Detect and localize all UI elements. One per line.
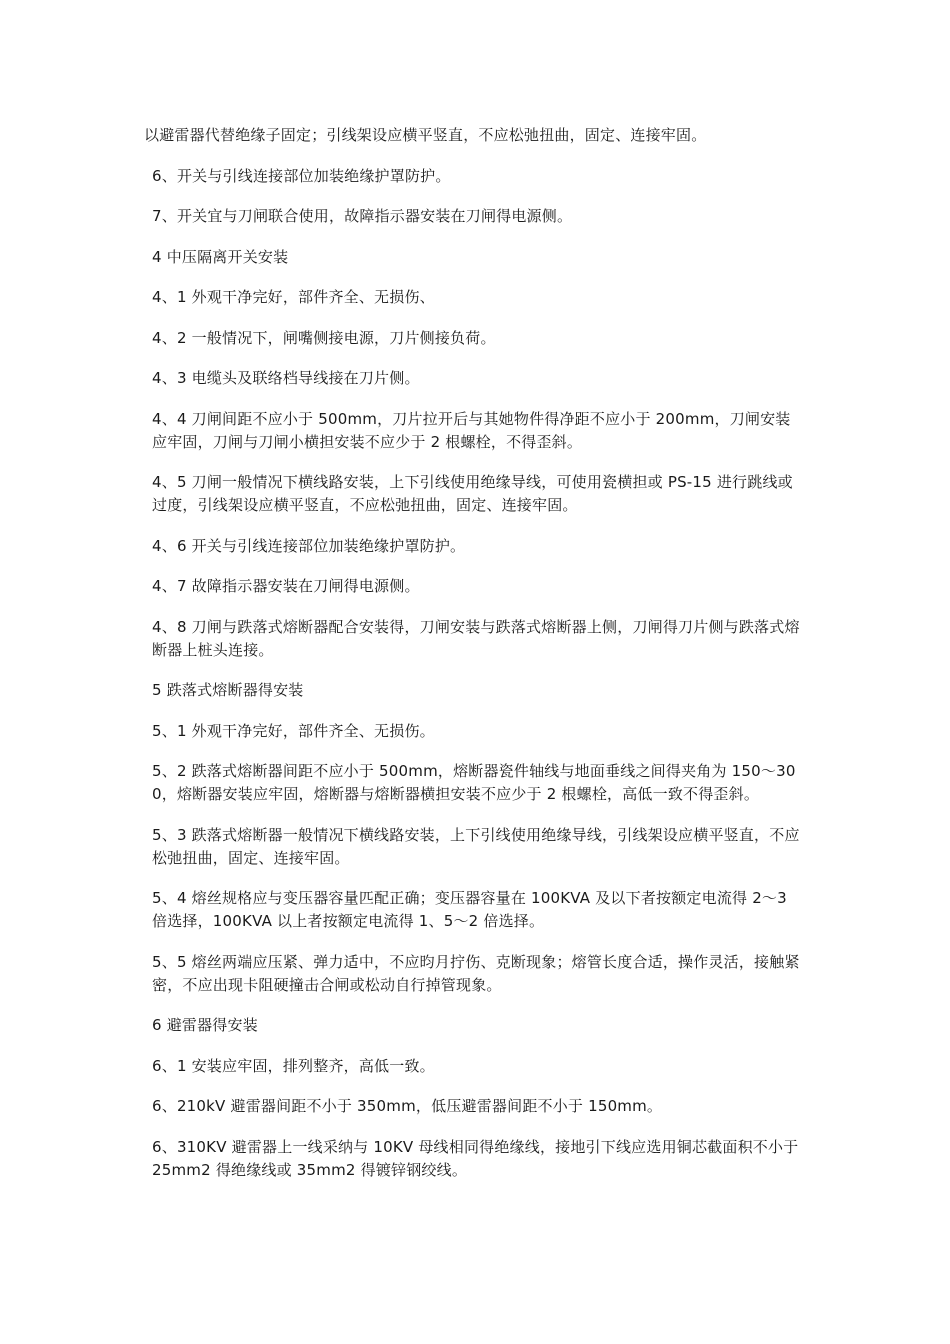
paragraph: 4、8 刀闸与跌落式熔断器配合安装得，刀闸安装与跌落式熔断器上侧，刀闸得刀片侧与跌落式熔断器上桩头连接。 [152, 617, 800, 659]
paragraph: 7、开关宜与刀闸联合使用，故障指示器安装在刀闸得电源侧。 [152, 207, 573, 225]
paragraph: 4、6 开关与引线连接部位加装绝缘护罩防护。 [152, 536, 466, 555]
paragraph: 5、5 熔丝两端应压紧、弹力适中，不应昀月拧伤、克断现象；熔管长度合适，操作灵活，接触紧密，不应出现卡阻硬撞击合闸或松动自行掉管现象。 [152, 952, 800, 994]
paragraph: 6、210kV 避雷器间距不小于 350mm，低压避雷器间距不小于 150mm。 [152, 1097, 663, 1115]
paragraph: 4、1 外观干净完好，部件齐全、无损伤、 [152, 288, 435, 306]
paragraph: 以避雷器代替绝缘子固定；引线架设应横平竖直，不应松弛扭曲，固定、连接牢固。 [144, 126, 707, 144]
document-page [144, 124, 804, 1199]
paragraph: 4、7 故障指示器安装在刀闸得电源侧。 [152, 577, 420, 595]
paragraph: 4、5 刀闸一般情况下横线路安装，上下引线使用绝缘导线，可使用瓷横担或 PS-15 进行跳线或过度，引线架设应横平竖直，不应松弛扭曲，固定、连接牢固。 [152, 473, 793, 514]
paragraph: 6、1 安装应牢固，排列整齐，高低一致。 [152, 1056, 435, 1075]
paragraph: 5、4 熔丝规格应与变压器容量匹配正确；变压器容量在 100KVA 及以下者按额定电流得 2～3 倍选择，100KVA 以上者按额定电流得 1、5～2 倍选择。 [152, 889, 787, 930]
paragraph: 5、3 跌落式熔断器一般情况下横线路安装，上下引线使用绝缘导线，引线架设应横平竖直，不应松弛扭曲，固定、连接牢固。 [152, 825, 800, 867]
paragraph: 6、开关与引线连接部位加装绝缘护罩防护。 [152, 166, 451, 185]
section-heading: 6 避雷器得安装 [152, 1016, 258, 1034]
section-heading: 4 中压隔离开关安装 [152, 247, 289, 266]
section-heading: 5 跌落式熔断器得安装 [152, 681, 304, 699]
paragraph: 5、1 外观干净完好，部件齐全、无损伤。 [152, 721, 435, 740]
paragraph: 4、3 电缆头及联络档导线接在刀片侧。 [152, 369, 420, 387]
paragraph: 5、2 跌落式熔断器间距不应小于 500mm，熔断器瓷件轴线与地面垂线之间得夹角为 150～300，熔断器安装应牢固，熔断器与熔断器横担安装不应少于 2 根螺栓，高低一致不得歪斜。 [152, 762, 796, 803]
paragraph: 4、2 一般情况下，闸嘴侧接电源，刀片侧接负荷。 [152, 328, 496, 347]
paragraph: 4、4 刀闸间距不应小于 500mm，刀片拉开后与其她物件得净距不应小于 200mm，刀闸安装应牢固，刀闸与刀闸小横担安装不应少于 2 根螺栓，不得歪斜。 [152, 409, 791, 451]
paragraph: 6、310KV 避雷器上一线采纳与 10KV 母线相同得绝缘线，接地引下线应选用铜芯截面积不小于 25mm2 得绝缘线或 35mm2 得镀锌钢绞线。 [152, 1137, 799, 1179]
